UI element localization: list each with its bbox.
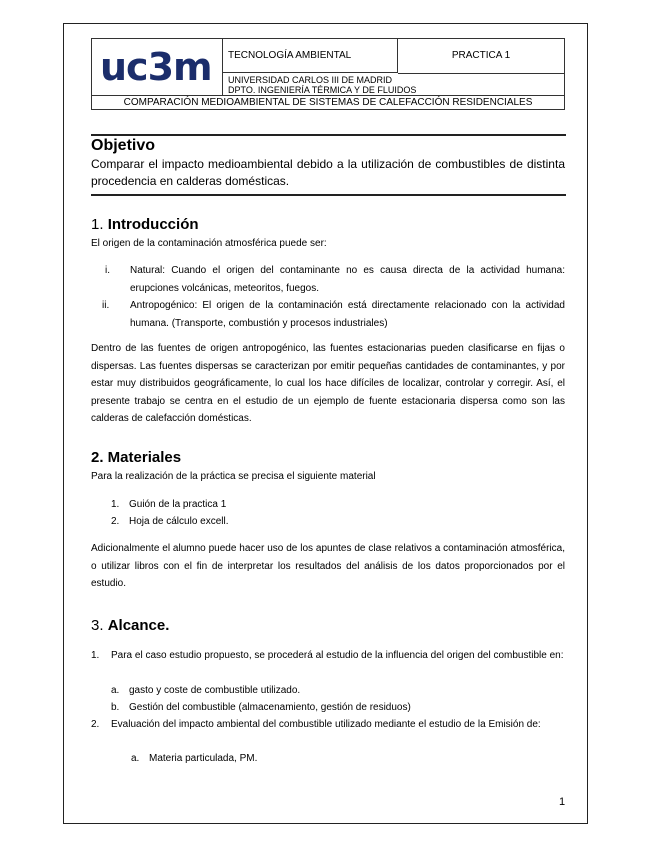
objetivo-text: Comparar el impacto medioambiental debido a la utilización de combustibles de distinta procedencia en calderas domésticas.: [91, 157, 565, 188]
logo-cell: [92, 39, 223, 95]
list-marker: 2.: [91, 719, 100, 730]
department-name: DPTO. INGENIERÍA TÉRMICA Y DE FLUIDOS: [228, 85, 417, 95]
list-item: Antropogénico: El origen de la contaminación está directamente relacionado con la actividad humana. (Transporte, combustión y procesos industriales): [130, 300, 565, 329]
institution-cell: [222, 73, 564, 95]
university-name: UNIVERSIDAD CARLOS III DE MADRID: [228, 75, 393, 85]
intro-lead: El origen de la contaminación atmosférica puede ser:: [91, 238, 327, 249]
list-item: Materia particulada, PM.: [149, 753, 258, 764]
list-marker: b.: [111, 702, 120, 713]
list-marker: 1.: [91, 650, 100, 661]
list-marker: a.: [131, 753, 140, 764]
uc3m-logo: uc3m: [100, 45, 212, 89]
objetivo-heading: Objetivo: [91, 137, 156, 154]
list-item: Para el caso estudio propuesto, se procederá al estudio de la influencia del origen del combustible en:: [111, 650, 564, 661]
materiales-lead: Para la realización de la práctica se precisa el siguiente material: [91, 471, 376, 482]
list-item: Gestión del combustible (almacenamiento, gestión de residuos): [129, 702, 411, 713]
list-item: gasto y coste de combustible utilizado.: [129, 685, 301, 696]
alcance-heading: [91, 617, 169, 634]
list-item: Guión de la practica 1: [129, 499, 227, 510]
list-marker: 1.: [111, 499, 120, 510]
divider: [91, 134, 566, 136]
list-marker: i.: [105, 265, 110, 276]
materiales-paragraph: Adicionalmente el alumno puede hacer uso de los apuntes de clase relativos a contaminación atmosférica, o utilizar libros con el fin de interpretar los resultados del análisis de los datos proporcionados por el estudio.: [91, 543, 565, 590]
intro-heading: [91, 216, 199, 233]
list-marker: a.: [111, 685, 120, 696]
materiales-heading: 2. Materiales: [91, 449, 182, 466]
divider: [91, 194, 566, 196]
section-title: Introducción: [107, 216, 199, 233]
page-number: 1: [559, 796, 566, 808]
document-header: [91, 38, 565, 110]
section-number: 3.: [91, 617, 104, 634]
section-number: 1.: [91, 216, 104, 233]
intro-paragraph: Dentro de las fuentes de origen antropogénico, las fuentes estacionarias pueden clasificarse en fijas o dispersas. Las fuentes dispersas se caracterizan por emitir pequeñas cantidades de contaminantes, y por estar muy distribuidos geográficamente, lo cual los hace difíciles de localizar, controlar y corregir. Así, el presente trabajo se centra en el estudio de un ejemplo de fuente estacionaria dispersa como son las calderas de calefacción domésticas.: [91, 343, 565, 425]
subject-cell: TECNOLOGÍA AMBIENTAL: [222, 39, 398, 73]
list-marker: 2.: [111, 516, 120, 527]
document-title: COMPARACIÓN MEDIOAMBIENTAL DE SISTEMAS DE CALEFACCIÓN RESIDENCIALES: [92, 95, 564, 111]
list-item: Hoja de cálculo excell.: [129, 516, 229, 527]
section-title: Alcance.: [107, 617, 170, 634]
list-item: Evaluación del impacto ambiental del combustible utilizado mediante el estudio de la Emisión de:: [111, 719, 541, 730]
practice-cell: PRACTICA 1: [398, 39, 564, 74]
list-item: Natural: Cuando el origen del contaminante no es causa directa de la actividad humana: erupciones volcánicas, meteoritos, fuegos.: [130, 265, 565, 294]
list-marker: ii.: [102, 300, 110, 311]
